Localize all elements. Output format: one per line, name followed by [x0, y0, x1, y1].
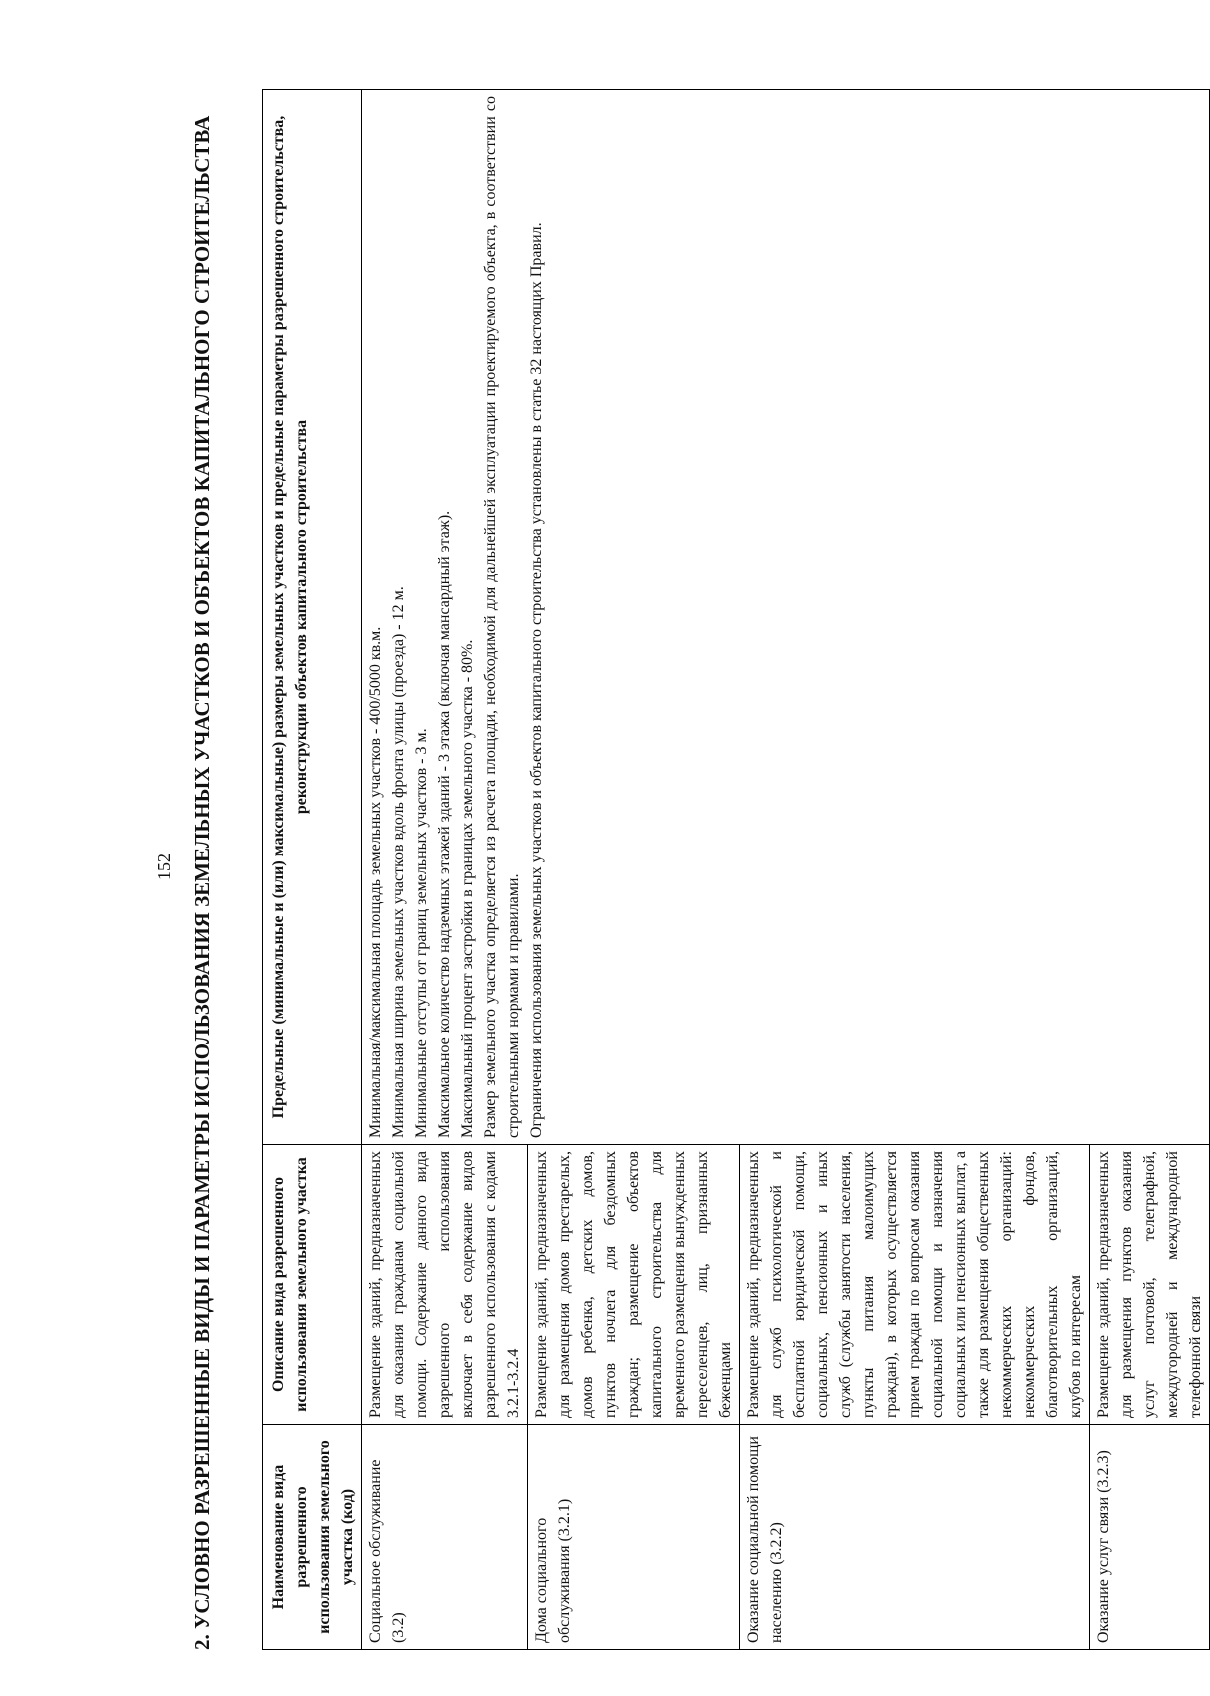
- param-width: Минимальная ширина земельных участков вдоль фронта улицы (проезда) - 12 м.: [390, 586, 407, 1138]
- param-plot-size: Размер земельного участка определяется из расчета площади, необходимой для дальнейшей эксплуатации проектируемого объекта, в соответствии со строительными нормами и правилами.: [482, 96, 522, 1138]
- use-name-cell: Дома социального обслуживания (3.2.1): [528, 1425, 740, 1650]
- use-description-cell: Размещение зданий, предназначенных для размещения пунктов оказания услуг почтовой, телеграфной, междугородней и международной телефонной связи: [1090, 1145, 1210, 1425]
- param-area: Минимальная/максимальная площадь земельных участков - 400/5000 кв.м.: [367, 626, 384, 1138]
- param-restrictions: Ограничения использования земельных участков и объектов капитального строительства установлены в статье 32 настоящих Правил.: [528, 222, 545, 1138]
- param-setbacks: Минимальные отступы от границ земельных участков - 3 м.: [413, 728, 430, 1138]
- param-floors: Максимальное количество надземных этажей зданий - 3 этажа (включая мансардный этаж).: [436, 510, 453, 1138]
- rotated-page: [150, 90, 1204, 1650]
- use-name-cell: Оказание социальной помощи населению (3.2.2): [740, 1425, 1090, 1650]
- header-use-description: Описание вида разрешенного использования земельного участка: [263, 1145, 362, 1425]
- use-name-cell: Социальное обслуживание (3.2): [362, 1425, 528, 1650]
- use-description-cell: Размещение зданий, предназначенных для служб психологической и бесплатной юридической помощи, социальных, пенсионных и иных служб (службы занятости населения, пункты питания малоимущих граждан), в которых осуществляется прием граждан по вопросам оказания социальной помощи и назначения социальных или пенсионных выплат, а также для размещения общественных некоммерческих организаций: некоммерческих фондов, благотворительных организаций, клубов по интересам: [740, 1145, 1090, 1425]
- permitted-use-table: [262, 89, 1210, 1650]
- use-description-cell: Размещение зданий, предназначенных для оказания гражданам социальной помощи. Содержание данного вида разрешенного использования включает в себя содержание видов разрешенного использования с кодами 3.2.1-3.2.4: [362, 1145, 528, 1425]
- param-coverage: Максимальный процент застройки в границах земельного участка - 80%.: [459, 639, 476, 1138]
- table-row: [362, 90, 528, 1650]
- header-use-name: Наименование вида разрешенного использования земельного участка (код): [263, 1425, 362, 1650]
- use-name-cell: Оказание услуг связи (3.2.3): [1090, 1425, 1210, 1650]
- use-description-cell: Размещение зданий, предназначенных для размещения домов престарелых, домов ребенка, детских домов, пунктов ночлега для бездомных граждан; размещение объектов капитального строительства для временного размещения вынужденных переселенцев, лиц, признанных беженцами: [528, 1145, 740, 1425]
- section-heading: 2. УСЛОВНО РАЗРЕШЕННЫЕ ВИДЫ И ПАРАМЕТРЫ ИСПОЛЬЗОВАНИЯ ЗЕМЕЛЬНЫХ УЧАСТКОВ И ОБЪЕКТОВ КАПИТАЛЬНОГО СТРОИТЕЛЬСТВА: [190, 115, 214, 1650]
- page-number: 152: [154, 853, 174, 880]
- parameters-cell: [362, 90, 1210, 1145]
- table-header-row: [263, 90, 362, 1650]
- header-parameters: Предельные (минимальные и (или) максимальные) размеры земельных участков и предельные параметры разрешенного строительства, реконструкции объектов капитального строительства: [263, 90, 362, 1145]
